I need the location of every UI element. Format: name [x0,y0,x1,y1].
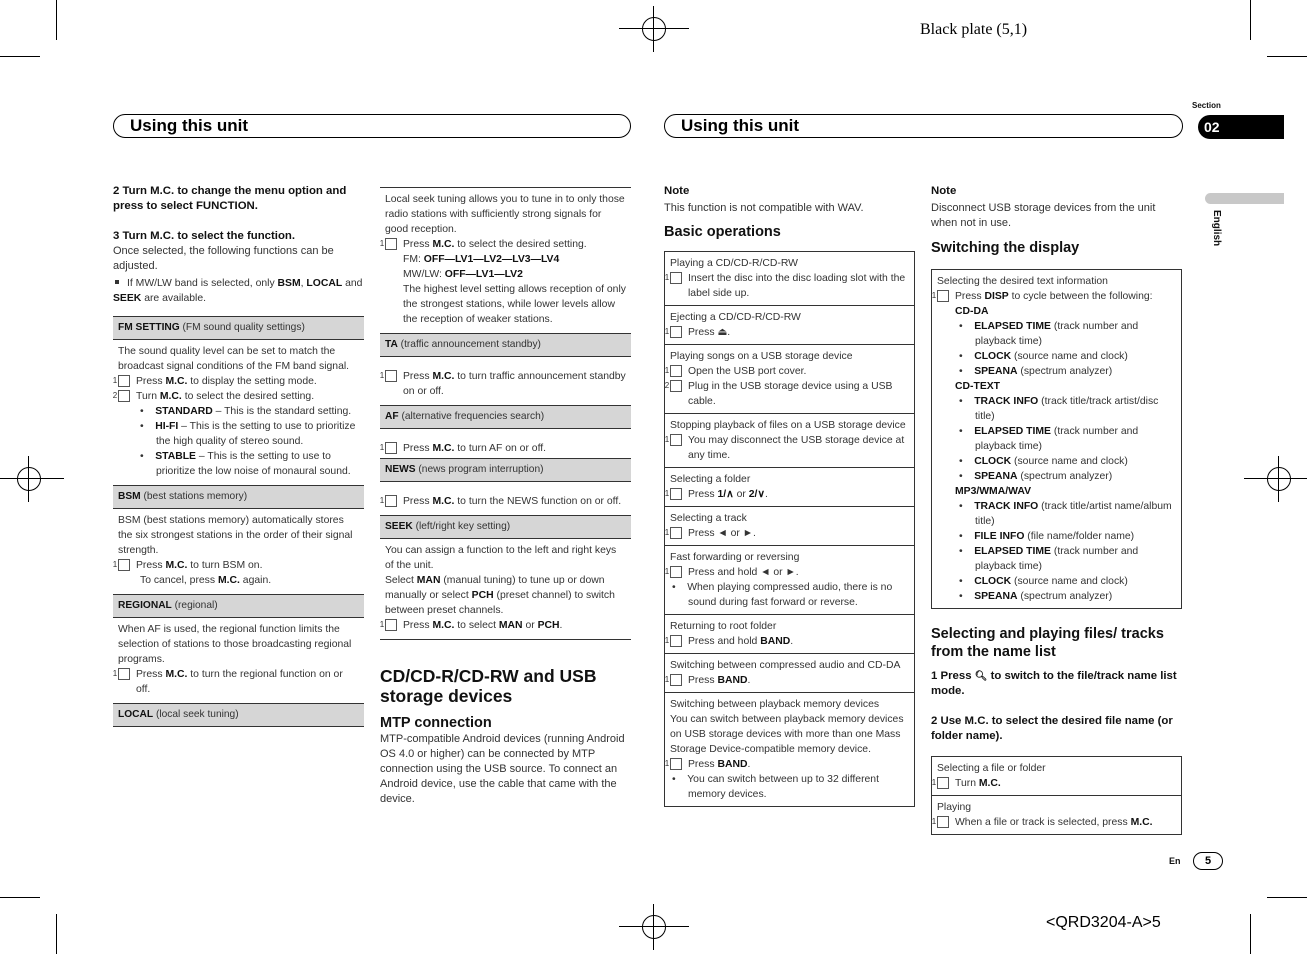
registration-mark [17,467,41,491]
crop-mark [56,914,57,954]
news-body: 1 Press M.C. to turn the NEWS function on or off. [380,481,631,515]
table-row: Returning to root folder 1 Press and hold BAND. [665,614,914,653]
crop-mark [56,0,57,40]
table-row: Playing 1 When a file or track is selected, press M.C. [932,795,1181,834]
table-row: Selecting the desired text information 1 Press DISP to cycle between the following: CD-DA • ELAPSED TIME (track number and playback time) • CLOCK (source name and clock) • SPEANA (spectrum analyzer) CD-TEXT • TRACK INFO (track title/track artist/disc title) • ELAPSED TIME (track number and playback time) • CLOCK (source name and clock) • SPEANA (spectrum analyzer) MP3/WMA/WAV • TRACK INFO (track title/artist name/album title) • FILE INFO (file name/folder name) • ELAPSED TIME (track number and playback time) • CLOCK (source name and clock) • SPEANA (spectrum analyzer) [931,276,1172,602]
file-select-table [931,756,1182,835]
table-row: Stopping playback of files on a USB storage device 1 You may disconnect the USB storage device at any time. [665,413,914,467]
local-bar: LOCAL (local seek tuning) [113,703,364,727]
bsm-body: BSM (best stations memory) automatically stores the six strongest stations in the order of their signal strength. 1 Press M.C. to turn BSM on. To cancel, press M.C. again. [113,508,364,594]
column-2 [380,187,631,807]
section-title-left: Using this unit [130,116,249,135]
language-label: English [1211,210,1222,247]
step-2: 2 Turn M.C. to change the menu option and press to select FUNCTION. [113,185,347,212]
ta-body: 1 Press M.C. to turn traffic announcement standby on or off. [380,356,631,405]
band-bullet: If MW/LW band is selected, only BSM, LOCAL and SEEK are available. [113,278,363,304]
crop-mark [1267,897,1307,898]
language-tab [1205,193,1284,204]
section-number-tab [1198,115,1284,139]
crop-mark [1267,56,1307,57]
table-row: Ejecting a CD/CD-R/CD-RW 1 Press ⏏. [665,305,914,344]
af-bar: AF (alternative frequencies search) [380,405,631,428]
step-3: 3 Turn M.C. to select the function. [113,230,296,242]
registration-mark [642,17,666,41]
column-3 [664,184,915,807]
table-row: Selecting a track 1 Press ◄ or ►. [665,506,914,545]
basic-operations-table [664,251,915,807]
note-title: Note [664,185,690,197]
selecting-files-heading: Selecting and playing files/ tracks from the name list [931,626,1164,660]
news-bar: NEWS (news program interruption) [380,458,631,481]
section-title-right: Using this unit [681,116,800,135]
language-code: En [1169,856,1181,866]
page-number: 5 [1193,852,1223,870]
fm-setting-bar: FM SETTING (FM sound quality settings) [113,316,364,339]
table-row: Fast forwarding or reversing 1 Press and hold ◄ or ►. • When playing compressed audio, there is no sound during fast forward or reverse. [665,545,914,614]
crop-mark [1250,0,1251,40]
note-title-2: Note [931,185,957,197]
search-icon: 🔍︎ [974,671,988,682]
crop-mark [0,56,40,57]
regional-bar: REGIONAL (regional) [113,594,364,617]
table-row: Selecting a file or folder 1 Turn M.C. [931,763,1046,789]
bsm-bar: BSM (best stations memory) [113,485,364,508]
switching-display-heading: Switching the display [931,240,1080,256]
af-body: 1 Press M.C. to turn AF on or off. [380,428,631,458]
mtp-body: MTP-compatible Android devices (running Android OS 4.0 or higher) can be connected by MTP connection using the USB source. To connect an Android device, use the cable that came with the device. [380,733,625,805]
table-row: Playing songs on a USB storage device 1 Open the USB port cover. 2 Plug in the USB storage device using a USB cable. [665,344,914,413]
ta-bar: TA (traffic announcement standby) [380,333,631,356]
cd-usb-heading: CD/CD-R/CD-RW and USB storage devices [380,666,597,706]
section-label: Section [1192,101,1221,110]
sel-step-2: 2 Use M.C. to select the desired file name (or folder name). [931,715,1173,742]
crop-mark [1250,914,1251,954]
plate-label: Black plate (5,1) [920,21,1028,38]
seek-body: You can assign a function to the left and right keys of the unit. Select MAN (manual tuning) to tune up or down manually or select PCH (preset channel) to switch between preset channels. 1 Press M.C. to select MAN or PCH. [380,538,631,640]
local-body: Local seek tuning allows you to tune in to only those radio stations with sufficiently strong signals for good reception. 1 Press M.C. to select the desired setting. FM: OFF—LV1—LV2—LV3—LV4 MW/LW: OFF—LV1—LV2 The highest level setting allows reception of only the strongest stations, while lower levels allow the reception of weaker stations. [380,187,631,333]
note-body: This function is not compatible with WAV. [664,202,864,214]
section-header-right [664,114,1183,138]
table-row: Selecting a folder 1 Press 1/∧ or 2/∨. [665,467,914,506]
mtp-heading: MTP connection [380,715,492,731]
basic-operations-heading: Basic operations [664,224,781,240]
doc-code: <QRD3204-A>5 [1046,914,1161,931]
fm-setting-body: The sound quality level can be set to match the broadcast signal conditions of the FM band signal. 1 Press M.C. to display the setting mode. 2 Turn M.C. to select the desired setting. • STANDARD – This is the standard setting. • HI-FI – This is the setting to use to prioritize the high quality of stereo sound. • STABLE – This is the setting to use to prioritize the low noise of monaural sound. [113,339,364,485]
table-row: Playing a CD/CD-R/CD-RW 1 Insert the disc into the disc loading slot with the label side up. [664,258,906,299]
seek-bar: SEEK (left/right key setting) [380,515,631,538]
table-row: Switching between compressed audio and CD-DA 1 Press BAND. [665,653,914,692]
column-1 [113,184,364,727]
column-4 [931,184,1182,835]
registration-mark [642,915,666,939]
regional-body: When AF is used, the regional function limits the selection of stations to those broadcasting regional programs. 1 Press M.C. to turn the regional function on or off. [113,617,364,703]
display-table [931,269,1182,609]
registration-mark [1267,467,1291,491]
step-3-body: Once selected, the following functions can be adjusted. [113,245,334,272]
section-number: 02 [1204,119,1220,135]
crop-mark [0,897,40,898]
table-row: Switching between playback memory devices You can switch between playback memory devices on USB storage devices with more than one Mass Storage Device-compatible memory device. 1 Press BAND. • You can switch between up to 32 different memory devices. [665,692,914,806]
sel-step-1: 1 Press 🔍︎ to switch to the file/track name list mode. [931,670,1177,697]
note-body-2: Disconnect USB storage devices from the unit when not in use. [931,202,1156,229]
section-header-left [113,114,631,138]
